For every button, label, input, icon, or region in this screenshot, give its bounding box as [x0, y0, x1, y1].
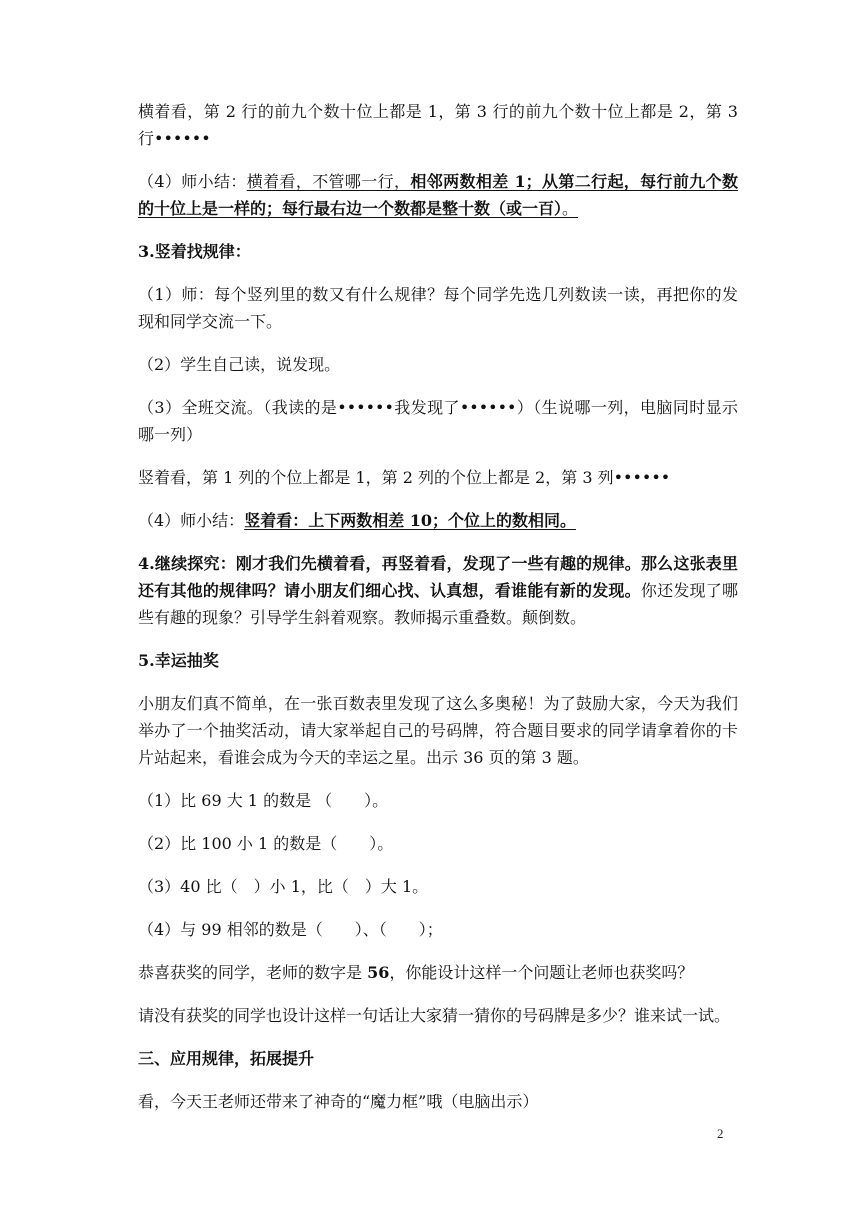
- paragraph-students-read: （2）学生自己读，说发现。: [138, 355, 341, 374]
- teacher-number: 56: [367, 963, 390, 982]
- page-body: [138, 98, 738, 1115]
- heading-apply-pattern: 三、应用规律，拓展提升: [138, 1049, 315, 1068]
- paragraph-continue-explore: [138, 550, 738, 631]
- summary-underlined-bold: 相邻两数相差 1；从第二行起，每行前九个数的十位上是一样的；每行最右边一个数都是整十数（或一百）: [138, 172, 738, 218]
- paragraph-column-observation: 竖着看，第 1 列的个位上都是 1，第 2 列的个位上都是 2，第 3 列••••••: [138, 468, 671, 487]
- paragraph-design-question: 请没有获奖的同学也设计这样一句话让大家猜一猜你的号码牌是多少？谁来试一试。: [138, 1006, 731, 1025]
- summary-prefix: （4）师小结：: [138, 172, 247, 191]
- explore-plain-text: 你还发现了哪些有趣的现象？引导学生斜着观察。教师揭示重叠数。颠倒数。: [138, 581, 738, 627]
- question-3: （3）40 比（ ）小 1，比（ ）大 1。: [138, 877, 429, 896]
- summary2-underlined-bold: 竖着看：上下两数相差 10；个位上的数相同。: [244, 511, 577, 530]
- paragraph-class-exchange: （3）全班交流。（我读的是••••••我发现了••••••）（生说哪一列，电脑同时显示哪一列）: [138, 398, 738, 444]
- paragraph-teacher-summary-rows: [138, 168, 738, 222]
- question-2: （2）比 100 小 1 的数是（ ）。: [138, 834, 394, 853]
- paragraph-teacher-question: （1）师：每个竖列里的数又有什么规律？每个同学先选几列数读一读，再把你的发现和同学交流一下。: [138, 285, 738, 331]
- heading-lucky-draw: 5.幸运抽奖: [138, 651, 219, 670]
- question-4: （4）与 99 相邻的数是（ ）、（ ）；: [138, 920, 443, 939]
- summary-suffix: 。: [562, 199, 579, 218]
- heading-vertical-pattern: 3.竖着找规律：: [138, 242, 251, 261]
- paragraph-teacher-summary-columns: [138, 507, 738, 534]
- summary2-prefix: （4）师小结：: [138, 511, 245, 530]
- page-number: 2: [717, 1126, 724, 1141]
- paragraph-magic-frame: 看，今天王老师还带来了神奇的“魔力框”哦（电脑出示）: [138, 1092, 539, 1111]
- paragraph-lucky-draw-intro: 小朋友们真不简单，在一张百数表里发现了这么多奥秘！为了鼓励大家，今天为我们举办了一个抽奖活动，请大家举起自己的号码牌，符合题目要求的同学请拿着你的卡片站起来，看谁会成为今天的幸运之星。出示 36 页的第 3 题。: [138, 694, 738, 767]
- congrats-part-b: ，你能设计这样一个问题让老师也获奖吗？: [389, 963, 694, 982]
- paragraph-row-observation: 横着看，第 2 行的前九个数十位上都是 1，第 3 行的前九个数十位上都是 2，第 3 行••••••: [138, 102, 738, 148]
- summary-underlined-plain: 横着看，不管哪一行，: [246, 172, 411, 191]
- explore-bold-text: 4.继续探究：刚才我们先横着看，再竖着看，发现了一些有趣的规律。那么这张表里还有其他的规律吗？请小朋友们细心找、认真想，看谁能有新的发现。: [138, 554, 738, 600]
- question-1: （1）比 69 大 1 的数是 （ ）。: [138, 791, 389, 810]
- paragraph-congrats: [138, 959, 738, 986]
- congrats-part-a: 恭喜获奖的同学，老师的数字是: [138, 963, 368, 982]
